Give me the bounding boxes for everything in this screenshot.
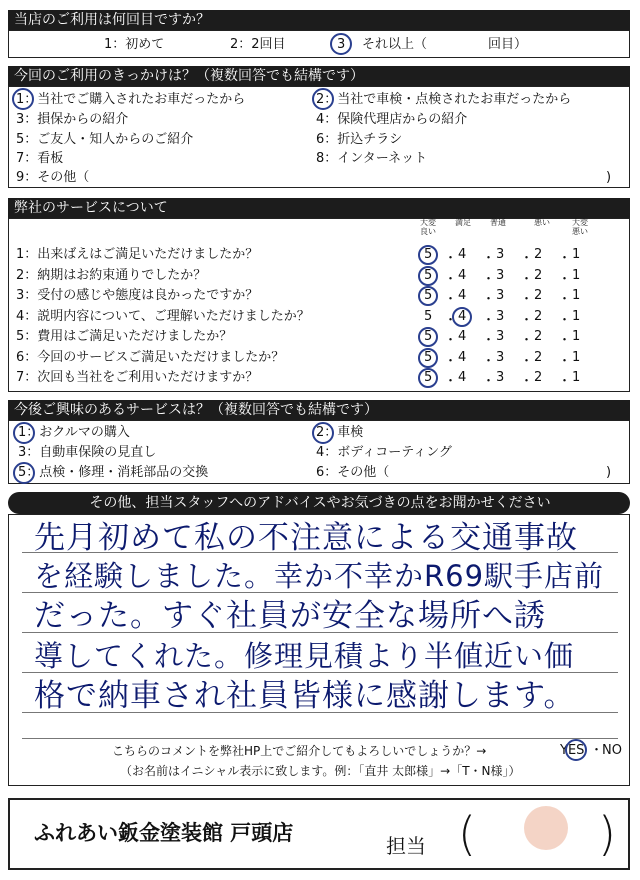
scale-value-1-4: ・	[482, 251, 496, 266]
staff-paren-close: )	[598, 807, 616, 861]
scale-value-6-2: ・	[444, 353, 458, 369]
consent-no: NO	[602, 743, 622, 758]
q5-rule-6	[22, 738, 618, 739]
consent-yes: YES	[560, 743, 585, 758]
q4-item-6: 6：その他（	[316, 465, 390, 480]
q2-item-2: 2：当社で車検・点検されたお車だったから	[316, 92, 572, 107]
scale-value-3-2: ・	[444, 292, 458, 307]
scale-value-4-2: ・	[444, 312, 458, 328]
scale-value-2-9: 1	[572, 267, 581, 283]
scale-value-2-5: 3	[496, 267, 505, 283]
scale-value-4-5: 3	[496, 308, 505, 324]
initials-note: （お名前はイニシャル表示に致します。例：「直井 太郎様」→「T・N様」）	[120, 764, 521, 778]
scale-value-5-5: 3	[496, 329, 505, 344]
service-answer-circle-3	[418, 286, 438, 306]
scale-value-7-6: ・	[520, 374, 534, 389]
comment-line-3: だった。すぐ社員が安全な場所へ誘	[34, 598, 546, 634]
q2-item-8: 8：インターネット	[316, 151, 428, 166]
scale-value-2-1: 5	[424, 267, 433, 283]
scale-value-7-8: ・	[558, 374, 572, 389]
scale-value-4-1: 5	[424, 308, 433, 324]
q4-item-3: 3：自動車保険の見直し	[18, 445, 157, 460]
q1-option-3-label: それ以上（	[362, 37, 428, 52]
q2-item-6: 6：折込チラシ	[316, 132, 403, 147]
consent-question: こちらのコメントを弊社HP上でご紹介してもよろしいでしょうか？→	[112, 744, 487, 758]
scale-value-6-6: ・	[520, 353, 534, 369]
staff-label: 担当	[386, 834, 426, 858]
q2-item-5: 5：ご友人・知人からのご紹介	[16, 132, 194, 147]
q2-answer-circle-2	[312, 88, 334, 110]
comment-line-4: 導してくれた。修理見積より半値近い価	[34, 639, 575, 673]
service-answer-circle-5	[418, 327, 438, 347]
scale-value-4-6: ・	[520, 312, 534, 328]
scale-value-1-9: 1	[572, 247, 581, 262]
q4-heading: 今後ご興味のあるサービスは？（複数回答でも結構です）	[8, 400, 630, 420]
scale-header-4: 悪い	[534, 218, 550, 227]
service-answer-circle-7	[418, 368, 438, 388]
scale-value-2-8: ・	[558, 271, 572, 287]
shop-name: ふれあい鈑金塗装館 戸頭店	[34, 821, 294, 845]
service-question-7: 7：次回も当社をご利用いただけますか？	[16, 370, 259, 385]
service-question-1: 1：出来ばえはご満足いただけましたか？	[16, 247, 259, 262]
scale-value-4-9: 1	[572, 308, 581, 324]
q1-box	[8, 30, 630, 58]
scale-value-5-8: ・	[558, 333, 572, 348]
service-answer-circle-2	[418, 266, 438, 286]
q4-item-2: 2：車検	[316, 425, 364, 440]
q1-option-3-suffix: 回目）	[488, 37, 528, 52]
scale-value-2-4: ・	[482, 271, 496, 287]
scale-value-4-7: 2	[534, 308, 543, 324]
q2-item-4: 4：保険代理店からの紹介	[316, 112, 468, 127]
scale-value-3-7: 2	[534, 288, 543, 303]
q4-item-4: 4：ボディコーティング	[316, 445, 452, 460]
service-answer-circle-4	[452, 307, 472, 327]
scale-value-3-6: ・	[520, 292, 534, 307]
scale-value-7-7: 2	[534, 370, 543, 385]
service-answer-circle-6	[418, 348, 438, 368]
q1-option-3-number: 3	[337, 37, 346, 52]
scale-value-5-7: 2	[534, 329, 543, 344]
scale-value-2-6: ・	[520, 271, 534, 287]
scale-value-3-4: ・	[482, 292, 496, 307]
scale-value-5-2: ・	[444, 333, 458, 348]
q2-heading: 今回のご利用のきっかけは？（複数回答でも結構です）	[8, 66, 630, 86]
q3-box	[8, 218, 630, 392]
q4-item-6-close: )	[606, 465, 612, 480]
scale-value-7-4: ・	[482, 374, 496, 389]
scale-value-1-3: 4	[458, 247, 467, 262]
consent-yes-circle	[565, 739, 587, 761]
scale-value-6-7: 2	[534, 349, 543, 365]
scale-value-2-3: 4	[458, 267, 467, 283]
scale-value-5-4: ・	[482, 333, 496, 348]
scale-value-6-5: 3	[496, 349, 505, 365]
comment-line-5: 格で納車され社員皆様に感謝します。	[34, 678, 576, 714]
comment-line-1: 先月初めて私の不注意による交通事故	[34, 520, 578, 556]
scale-value-3-5: 3	[496, 288, 505, 303]
scale-value-1-5: 3	[496, 247, 505, 262]
q2-item-7: 7：看板	[16, 151, 64, 166]
scale-value-3-8: ・	[558, 292, 572, 307]
scale-value-1-8: ・	[558, 251, 572, 266]
q5-heading: その他、担当スタッフへのアドバイスやお気づきの点をお聞かせください	[89, 495, 551, 511]
q1-answer-circle	[330, 33, 352, 55]
scale-value-7-9: 1	[572, 370, 581, 385]
q3-heading: 弊社のサービスについて	[8, 198, 630, 218]
scale-value-1-2: ・	[444, 251, 458, 266]
scale-value-7-2: ・	[444, 374, 458, 389]
scale-value-2-2: ・	[444, 271, 458, 287]
service-question-4: 4：説明内容について、ご理解いただけましたか？	[16, 308, 310, 324]
scale-header-2: 満足	[455, 218, 471, 227]
staff-paren-open: (	[458, 807, 476, 861]
q1-heading: 当店のご利用は何回目ですか？	[8, 10, 630, 30]
scale-value-2-7: 2	[534, 267, 543, 283]
q4-answer-circle-2	[312, 422, 334, 444]
q1-option-1: 1：初めて	[104, 37, 165, 52]
scale-header-5: 大変悪い	[572, 218, 588, 236]
scale-value-5-3: 4	[458, 329, 467, 344]
scale-value-6-9: 1	[572, 349, 581, 365]
scale-value-4-8: ・	[558, 312, 572, 328]
staff-seal-stamp	[524, 806, 568, 850]
scale-value-3-9: 1	[572, 288, 581, 303]
q2-item-9: 9：その他（	[16, 170, 90, 185]
q4-item-1: 1：おクルマの購入	[18, 425, 130, 440]
q2-answer-circle-1	[12, 88, 34, 110]
scale-value-5-6: ・	[520, 333, 534, 348]
service-question-5: 5：費用はご満足いただけましたか？	[16, 329, 233, 344]
consent-separator: ・	[590, 743, 604, 758]
scale-value-7-5: 3	[496, 370, 505, 385]
scale-value-3-3: 4	[458, 288, 467, 303]
scale-value-1-1: 5	[424, 247, 433, 262]
comment-line-2: を経験しました。幸か不幸かR69駅手店前	[34, 559, 605, 593]
scale-value-5-9: 1	[572, 329, 581, 344]
service-question-3: 3：受付の感じや態度は良かったですか？	[16, 288, 259, 303]
scale-header-1: 大変良い	[420, 218, 436, 236]
scale-value-6-8: ・	[558, 353, 572, 369]
scale-value-5-1: 5	[424, 329, 433, 344]
service-question-6: 6：今回のサービスご満足いただけましたか？	[16, 349, 285, 365]
q4-item-5: 5：点検・修理・消耗部品の交換	[18, 465, 209, 480]
scale-header-3: 普通	[490, 218, 506, 227]
scale-value-6-4: ・	[482, 353, 496, 369]
q2-item-3: 3：損保からの紹介	[16, 112, 129, 127]
scale-value-4-3: 4	[458, 308, 467, 324]
q4-answer-circle-1	[13, 422, 35, 444]
q1-option-2: 2：2回目	[230, 37, 286, 52]
scale-value-3-1: 5	[424, 288, 433, 303]
service-answer-circle-1	[418, 245, 438, 265]
scale-value-7-3: 4	[458, 370, 467, 385]
service-question-2: 2：納期はお約束通りでしたか？	[16, 267, 207, 283]
q2-item-1: 1：当社でご購入されたお車だったから	[16, 92, 246, 107]
scale-value-6-1: 5	[424, 349, 433, 365]
q2-item-9-close: )	[606, 170, 612, 185]
q4-answer-circle-5	[13, 462, 35, 484]
scale-value-6-3: 4	[458, 349, 467, 365]
scale-value-1-6: ・	[520, 251, 534, 266]
scale-value-1-7: 2	[534, 247, 543, 262]
scale-value-7-1: 5	[424, 370, 433, 385]
scale-value-4-4: ・	[482, 312, 496, 328]
